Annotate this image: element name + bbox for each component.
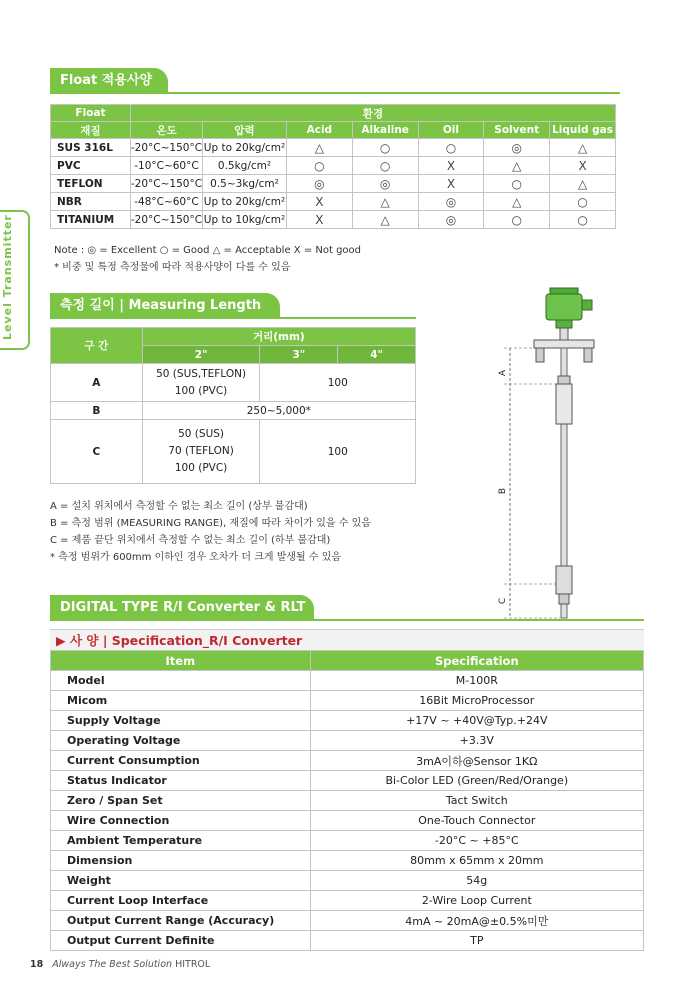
length-note-a: A = 설치 위치에서 측정할 수 없는 최소 길이 (상부 불감대) xyxy=(50,501,308,512)
temp-cell: -48°C~60°C xyxy=(130,193,202,211)
table-row xyxy=(51,731,644,751)
length-section-title: 측정 길이 | Measuring Length xyxy=(50,293,280,319)
table-row xyxy=(51,771,644,791)
header-size-4in: 4" xyxy=(338,346,416,364)
rating-cell: ◎ xyxy=(286,175,352,193)
header-acid: Acid xyxy=(286,122,352,139)
temp-cell: -20°C~150°C xyxy=(130,175,202,193)
spec-item: Model xyxy=(51,671,311,691)
header-material: 재질 xyxy=(51,122,131,139)
page-number: 18 xyxy=(30,959,44,970)
spec-subtitle: ▶ 사 양 | Specification_R/I Converter xyxy=(50,629,644,650)
section-a-label: A xyxy=(51,364,143,402)
spec-item: Supply Voltage xyxy=(51,711,311,731)
spec-item: Output Current Definite xyxy=(51,931,311,951)
c-other-value: 100 xyxy=(260,420,416,484)
length-note-range: * 측정 범위가 600mm 이하인 경우 오차가 더 크게 발생될 수 있음 xyxy=(50,552,342,563)
spec-item: Operating Voltage xyxy=(51,731,311,751)
dimension-label-c: C xyxy=(498,597,509,605)
side-tab-label: Level Transmitter xyxy=(1,214,14,340)
table-row xyxy=(51,420,416,484)
spec-value: One-Touch Connector xyxy=(310,811,643,831)
spec-item: Weight xyxy=(51,871,311,891)
spec-value: +17V ~ +40V@Typ.+24V xyxy=(310,711,643,731)
rating-cell: △ xyxy=(286,139,352,157)
temp-cell: -20°C~150°C xyxy=(130,211,202,229)
spec-item: Current Loop Interface xyxy=(51,891,311,911)
spec-value: -20°C ~ +85°C xyxy=(310,831,643,851)
header-alkaline: Alkaline xyxy=(352,122,418,139)
spec-item: Output Current Range (Accuracy) xyxy=(51,911,311,931)
pressure-cell: 0.5~3kg/cm² xyxy=(203,175,287,193)
table-row xyxy=(51,851,644,871)
rating-legend-note: Note : ◎ = Excellent ○ = Good △ = Acceptable X = Not good xyxy=(54,245,362,256)
digital-section-title: DIGITAL TYPE R/I Converter & RLT xyxy=(50,595,314,621)
rating-cell: X xyxy=(418,157,484,175)
table-row xyxy=(51,831,644,851)
rating-cell: ○ xyxy=(418,139,484,157)
spec-item: Current Consumption xyxy=(51,751,311,771)
spec-value: 16Bit MicroProcessor xyxy=(310,691,643,711)
header-spec: Specification xyxy=(310,651,643,671)
float-section-line xyxy=(50,92,620,94)
table-row xyxy=(51,402,416,420)
c-2in-value-1: 50 (SUS) xyxy=(178,428,225,440)
header-item: Item xyxy=(51,651,311,671)
rating-cell: △ xyxy=(484,193,550,211)
table-row xyxy=(51,139,616,157)
table-row xyxy=(51,211,616,229)
footer-brand: HITROL xyxy=(175,959,211,970)
rating-cell: ○ xyxy=(286,157,352,175)
rating-cell: △ xyxy=(352,211,418,229)
measuring-length-table xyxy=(50,327,416,484)
table-row xyxy=(51,811,644,831)
table-row xyxy=(51,751,644,771)
rating-cell: ◎ xyxy=(484,139,550,157)
material-cell: TEFLON xyxy=(51,175,131,193)
spec-value: 80mm x 65mm x 20mm xyxy=(310,851,643,871)
length-section-line xyxy=(50,317,416,319)
rating-cell: X xyxy=(418,175,484,193)
header-section: 구 간 xyxy=(51,328,143,364)
temp-cell: -10°C~60°C xyxy=(130,157,202,175)
header-size-2in: 2" xyxy=(142,346,260,364)
digital-section-line xyxy=(50,619,644,621)
table-row xyxy=(51,364,416,402)
converter-spec-table xyxy=(50,650,644,951)
rating-cell: ○ xyxy=(352,139,418,157)
rating-cell: ○ xyxy=(484,211,550,229)
spec-item: Zero / Span Set xyxy=(51,791,311,811)
pressure-cell: 0.5kg/cm² xyxy=(203,157,287,175)
header-size-3in: 3" xyxy=(260,346,338,364)
rating-cell: X xyxy=(550,157,616,175)
a-2in-value-2: 100 (PVC) xyxy=(174,384,228,397)
header-temp: 온도 xyxy=(130,122,202,139)
table-row xyxy=(51,193,616,211)
spec-value: 4mA ~ 20mA@±0.5%미만 xyxy=(310,911,643,931)
footer-slogan: Always The Best Solution xyxy=(52,959,173,970)
header-distance: 거리(mm) xyxy=(142,328,415,346)
page-footer xyxy=(30,959,210,970)
table-row xyxy=(51,157,616,175)
length-note-b: B = 측정 범위 (MEASURING RANGE), 재질에 따라 차이가 있을 수 있음 xyxy=(50,518,371,529)
rating-cell: △ xyxy=(550,175,616,193)
rating-cell: △ xyxy=(352,193,418,211)
material-cell: TITANIUM xyxy=(51,211,131,229)
rating-cell: ◎ xyxy=(418,211,484,229)
float-disclaimer-note: * 비중 및 특정 측정물에 따라 적용사양이 다를 수 있음 xyxy=(54,262,291,273)
header-solvent: Solvent xyxy=(484,122,550,139)
c-2in-value-2: 70 (TEFLON) xyxy=(168,445,234,457)
spec-value: Tact Switch xyxy=(310,791,643,811)
material-cell: NBR xyxy=(51,193,131,211)
header-float: Float xyxy=(51,105,131,122)
spec-item: Wire Connection xyxy=(51,811,311,831)
rating-cell: ○ xyxy=(550,193,616,211)
spec-item: Micom xyxy=(51,691,311,711)
section-b-label: B xyxy=(51,402,143,420)
material-cell: SUS 316L xyxy=(51,139,131,157)
table-row xyxy=(51,871,644,891)
header-pressure: 압력 xyxy=(203,122,287,139)
spec-value: +3.3V xyxy=(310,731,643,751)
dimension-label-a: A xyxy=(498,369,509,377)
rating-cell: X xyxy=(286,211,352,229)
spec-item: Ambient Temperature xyxy=(51,831,311,851)
spec-item: Status Indicator xyxy=(51,771,311,791)
header-env: 환경 xyxy=(130,105,615,122)
section-c-label: C xyxy=(51,420,143,484)
spec-value: M-100R xyxy=(310,671,643,691)
a-2in-value-1: 50 (SUS,TEFLON) xyxy=(156,367,247,380)
table-row xyxy=(51,711,644,731)
table-row xyxy=(51,911,644,931)
table-row xyxy=(51,891,644,911)
rating-cell: ○ xyxy=(550,211,616,229)
spec-value: 3mA이하@Sensor 1KΩ xyxy=(310,751,643,771)
spec-value: 2-Wire Loop Current xyxy=(310,891,643,911)
pressure-cell: Up to 20kg/cm² xyxy=(203,193,287,211)
spec-value: 54g xyxy=(310,871,643,891)
rating-cell: ◎ xyxy=(418,193,484,211)
c-2in-value-3: 100 (PVC) xyxy=(174,462,228,474)
spec-item: Dimension xyxy=(51,851,311,871)
spec-value: TP xyxy=(310,931,643,951)
float-section-title: Float 적용사양 xyxy=(50,68,168,94)
rating-cell: ○ xyxy=(484,175,550,193)
b-value: 250~5,000* xyxy=(142,402,415,420)
rating-cell: △ xyxy=(550,139,616,157)
float-spec-table xyxy=(50,104,616,229)
length-note-c: C = 제품 끝단 위치에서 측정할 수 없는 최소 길이 (하부 불감대) xyxy=(50,535,331,546)
table-row xyxy=(51,175,616,193)
header-oil: Oil xyxy=(418,122,484,139)
table-row xyxy=(51,671,644,691)
rating-cell: ◎ xyxy=(352,175,418,193)
material-cell: PVC xyxy=(51,157,131,175)
pressure-cell: Up to 10kg/cm² xyxy=(203,211,287,229)
level-transmitter-drawing xyxy=(490,284,640,624)
table-row xyxy=(51,931,644,951)
temp-cell: -20°C~150°C xyxy=(130,139,202,157)
table-row xyxy=(51,791,644,811)
rating-cell: △ xyxy=(484,157,550,175)
table-row xyxy=(51,691,644,711)
spec-value: Bi-Color LED (Green/Red/Orange) xyxy=(310,771,643,791)
rating-cell: X xyxy=(286,193,352,211)
rating-cell: ○ xyxy=(352,157,418,175)
header-liquid-gas: Liquid gas xyxy=(550,122,616,139)
dimension-label-b: B xyxy=(498,487,509,495)
pressure-cell: Up to 20kg/cm² xyxy=(203,139,287,157)
a-other-value: 100 xyxy=(260,364,416,402)
